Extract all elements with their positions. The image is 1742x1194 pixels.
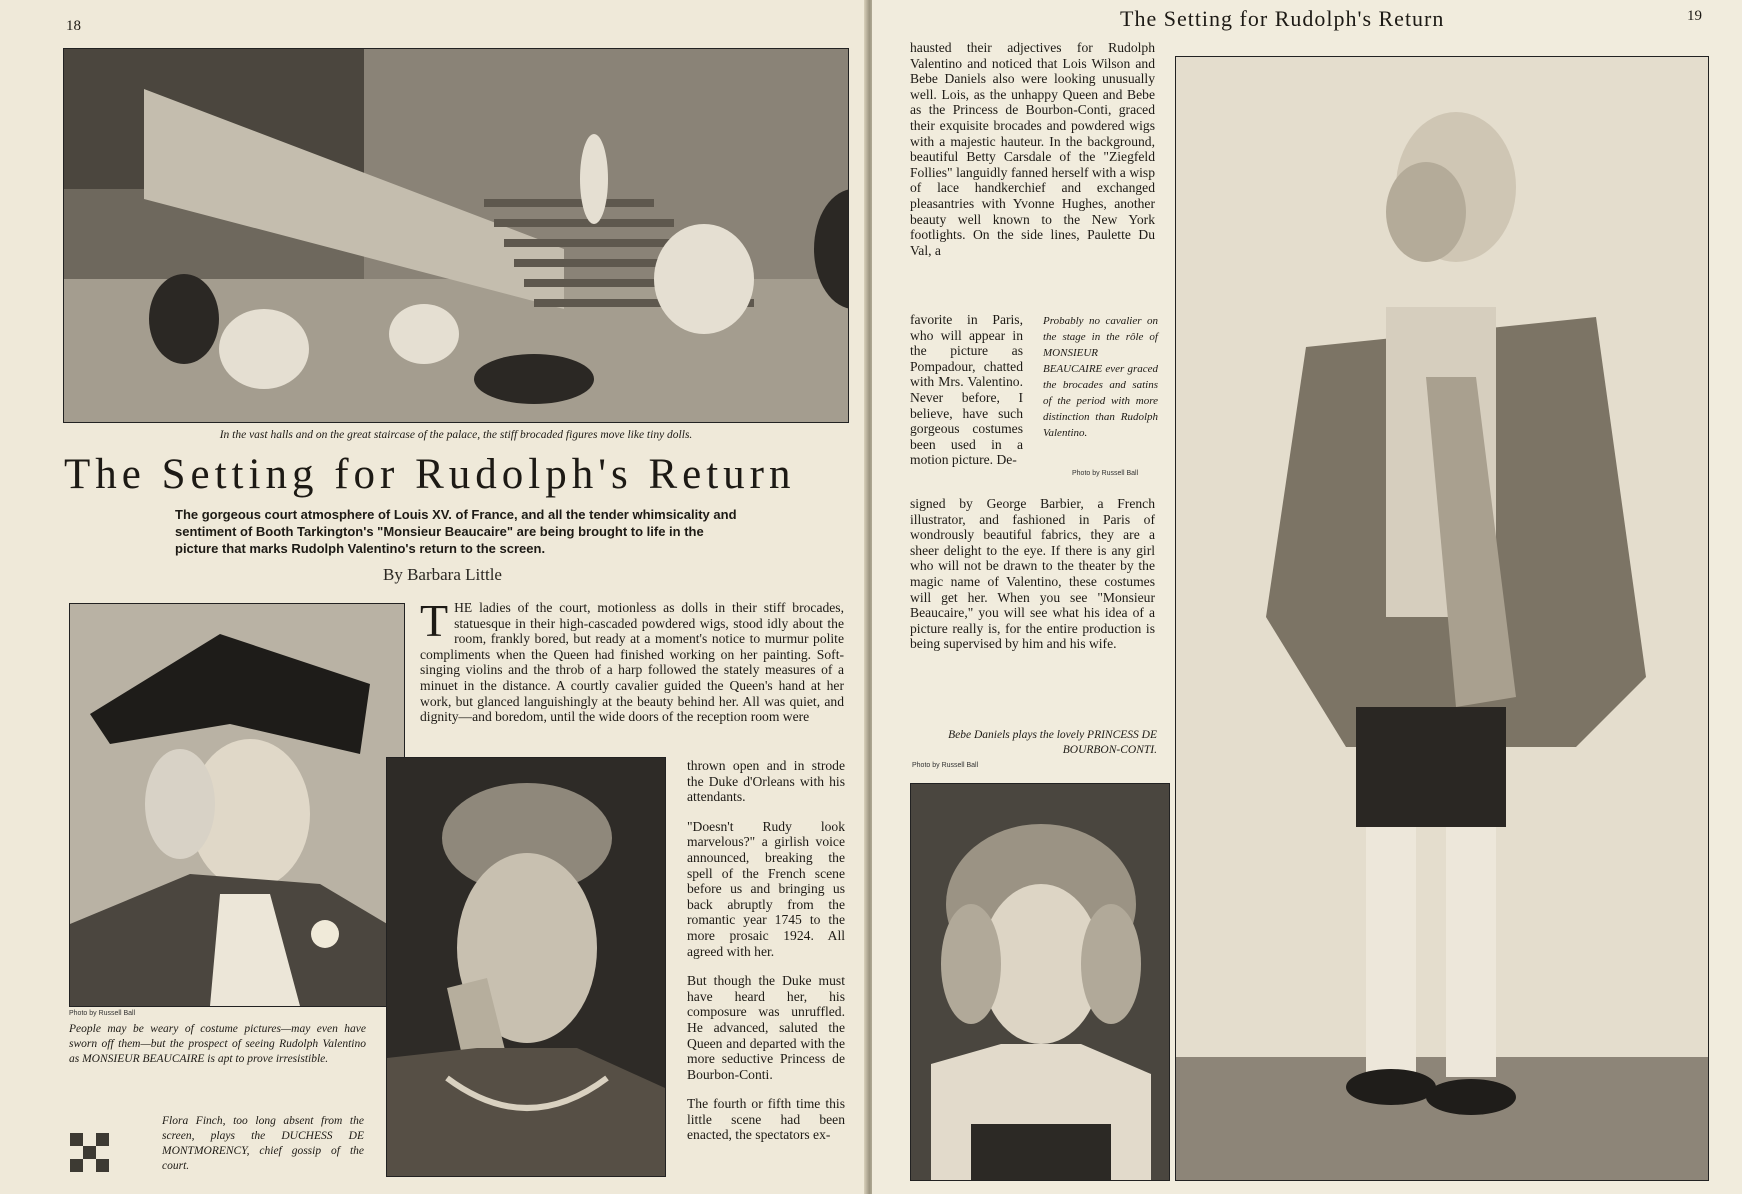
page-number-right: 19 [1687, 8, 1702, 24]
staircase-photo [63, 48, 849, 423]
photo-credit-valentino: Photo by Russell Ball [69, 1010, 136, 1017]
left-page [0, 0, 868, 1194]
staircase-caption: In the vast halls and on the great staircase of the palace, the stiff brocaded figures move like tiny dolls. [219, 429, 693, 441]
paragraph-2: "Doesn't Rudy look marvelous?" a girlish voice announced, breaking the spell of the French scene before us and bringing us back abruptly from the romantic year 1745 to the more prosaic 1924. All agreed with her. [687, 818, 845, 959]
bebe-daniels-caption: Bebe Daniels plays the lovely PRINCESS DE BOURBON-CONTI. [948, 729, 1157, 756]
flora-finch-caption: Flora Finch, too long absent from the screen, plays the DUCHESS DE MONTMORENCY, chief gossip of the court. [162, 1115, 364, 1172]
right-column-bottom: signed by George Barbier, a French illustrator, and fashioned in Paris of wondrously beautiful fabrics, they are a sheer delight to the eye. If there is any girl who will not be drawn to the theater by the magic name of Valentino, these costumes will get her. When you see "Monsieur Beaucaire," you will see what his idea of a picture really is, for the entire production is being supervised by him and his wife. [910, 496, 1155, 652]
valentino-full-length-photo [1175, 56, 1709, 1181]
paragraph-1-continued: thrown open and in strode the Duke d'Orleans with his attendants. [687, 758, 845, 805]
bebe-daniels-photo [910, 783, 1170, 1181]
valentino-tricorne-photo [69, 603, 405, 1007]
right-column-top: hausted their adjectives for Rudolph Valentino and noticed that Lois Wilson and Bebe Daniels also were looking unusually well. Lois, as the unhappy Queen and Bebe as the Princess de Bourbon-Conti, graced their exquisite brocades and powdered wigs with a majestic hauteur. In the background, beautiful Betty Carsdale of the "Ziegfeld Follies" languidly fanned herself with a wisp of lace handkerchief and exchanged pleasantries with Yvonne Hughes, another beauty well known to the New York footlights. On the side lines, Paulette Du Val, a [910, 40, 1155, 258]
paragraph-4: The fourth or fifth time this little scene had been enacted, the spectators ex- [687, 1096, 845, 1143]
magazine-seal-icon [70, 1133, 110, 1173]
staircase-illustration [64, 49, 848, 422]
right-page [872, 0, 1742, 1194]
byline: By Barbara Little [383, 565, 502, 584]
valentino-portrait-illustration [70, 604, 404, 1006]
cavalier-caption: Probably no cavalier on the stage in the rôle of MONSIEUR BEAUCAIRE ever graced the brocades and satins of the period with more distinction than Rudolph Valentino. [1043, 315, 1158, 439]
page-number-left: 18 [66, 18, 81, 34]
valentino-caption: People may be weary of costume pictures—may even have sworn off them—but the prospect of seeing Rudolph Valentino as MONSIEUR BEAUCAIRE is apt to prove irresistible. [69, 1023, 366, 1065]
photo-credit-daniels: Photo by Russell Ball [912, 762, 979, 769]
drop-cap: T [420, 595, 449, 646]
paragraph-3: But though the Duke must have heard her, his composure was unruffled. He advanced, saluted the Queen and departed with the more seductive Princess de Bourbon-Conti. [687, 973, 845, 1082]
article-column-lower [687, 758, 845, 1157]
article-deck: The gorgeous court atmosphere of Louis XV. of France, and all the tender whimsicality and sentiment of Booth Tarkington's "Monsieur Beaucaire" are being brought to life in the picture that marks Rudolph Valentino's return to the screen. [175, 507, 737, 556]
right-column-narrow: favorite in Paris, who will appear in the picture as Pompadour, chatted with Mrs. Valentino. Never before, I believe, have such gorgeous costumes been used in a motion picture. De- [910, 312, 1023, 468]
bebe-daniels-illustration [911, 784, 1169, 1180]
flora-finch-illustration [387, 758, 665, 1176]
paragraph-1: HE ladies of the court, motionless as dolls in their stiff brocades, statuesque in their high-cascaded powdered wigs, stood idly about the room, frankly bored, but ready at a moment's notice to murmur polite compliments when the Queen had finished working on her painting. Soft-singing violins and the throb of a harp followed the stately measures of a minuet in the distance. A courtly cavalier guided the Queen's hand at her work, but glanced languishingly at the beauty behind her. All was quiet, and dignity—and boredom, until the wide doors of the reception room were [420, 600, 844, 725]
valentino-costume-illustration [1176, 57, 1708, 1180]
article-title: The Setting for Rudolph's Return [64, 451, 796, 498]
flora-finch-photo [386, 757, 666, 1177]
article-column-upper [420, 595, 844, 725]
running-head: The Setting for Rudolph's Return [1120, 6, 1445, 31]
photo-credit-cavalier: Photo by Russell Ball [1072, 470, 1139, 477]
